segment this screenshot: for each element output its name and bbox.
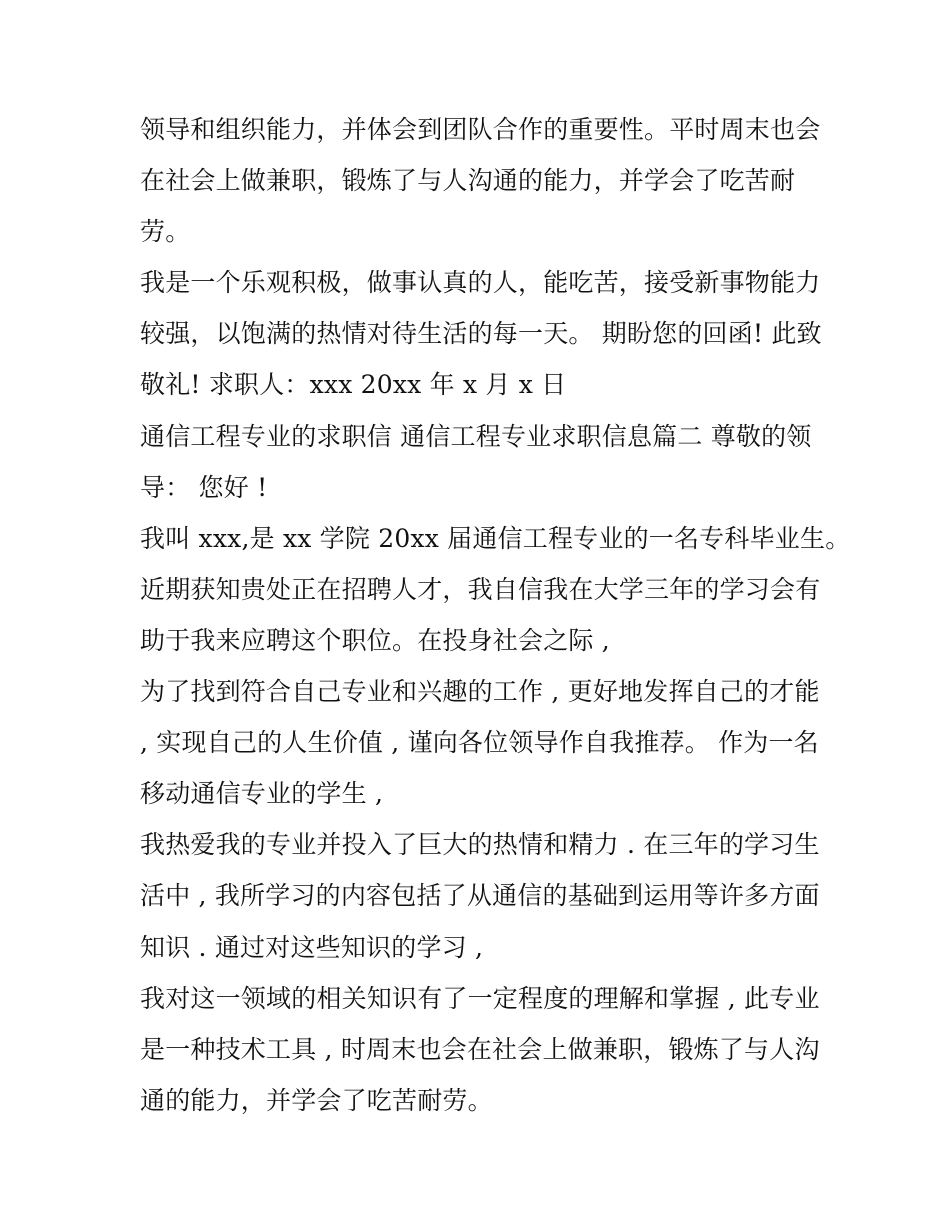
text-line: 领导和组织能力，并体会到团队合作的重要性。平时周末也会	[140, 115, 821, 144]
text-line: 在社会上做兼职，锻炼了与人沟通的能力，并学会了吃苦耐	[140, 166, 796, 196]
text-line: , 实现自己的人生价值 , 谨向各位领导作自我推荐。 作为一名	[140, 728, 819, 758]
text-line: 活中 , 我所学习的内容包括了从通信的基础到运用等许多方面	[140, 881, 820, 911]
text-line: 助于我来应聘这个职位。在投身社会之际 ,	[140, 625, 610, 655]
text-line: 移动通信专业的学生 ,	[140, 779, 384, 809]
text-line: 知识 . 通过对这些知识的学习 ,	[140, 932, 484, 962]
text-line: 是一种技术工具 , 时周末也会在社会上做兼职，锻炼了与人沟	[140, 1034, 820, 1064]
text-line: 较强，以饱满的热情对待生活的每一天。 期盼您的回函! 此致	[140, 319, 822, 349]
text-line: 我对这一领域的相关知识有了一定程度的理解和掌握 , 此专业	[140, 983, 820, 1013]
text-line: 劳。	[140, 217, 191, 247]
text-line: 近期获知贵处正在招聘人才，我自信我在大学三年的学习会有	[140, 574, 821, 604]
text-line: 为了找到符合自己专业和兴趣的工作 , 更好地发挥自己的才能	[140, 677, 820, 707]
text-line: 通信工程专业的求职信 通信工程专业求职信息篇二 尊敬的领	[140, 421, 812, 451]
text-line: 我叫 xxx,是 xx 学院 20xx 届通信工程专业的一名专科毕业生。	[140, 523, 851, 553]
text-line: 敬礼! 求职人：xxx 20xx 年 x 月 x 日	[140, 370, 567, 400]
text-line: 通的能力，并学会了吃苦耐劳。	[140, 1085, 493, 1115]
text-line: 我是一个乐观积极，做事认真的人，能吃苦，接受新事物能力	[140, 268, 821, 298]
text-line: 导： 您好 !	[140, 472, 268, 502]
document-body	[140, 104, 851, 1126]
text-line: 我热爱我的专业并投入了巨大的热情和精力 . 在三年的学习生	[140, 830, 820, 860]
